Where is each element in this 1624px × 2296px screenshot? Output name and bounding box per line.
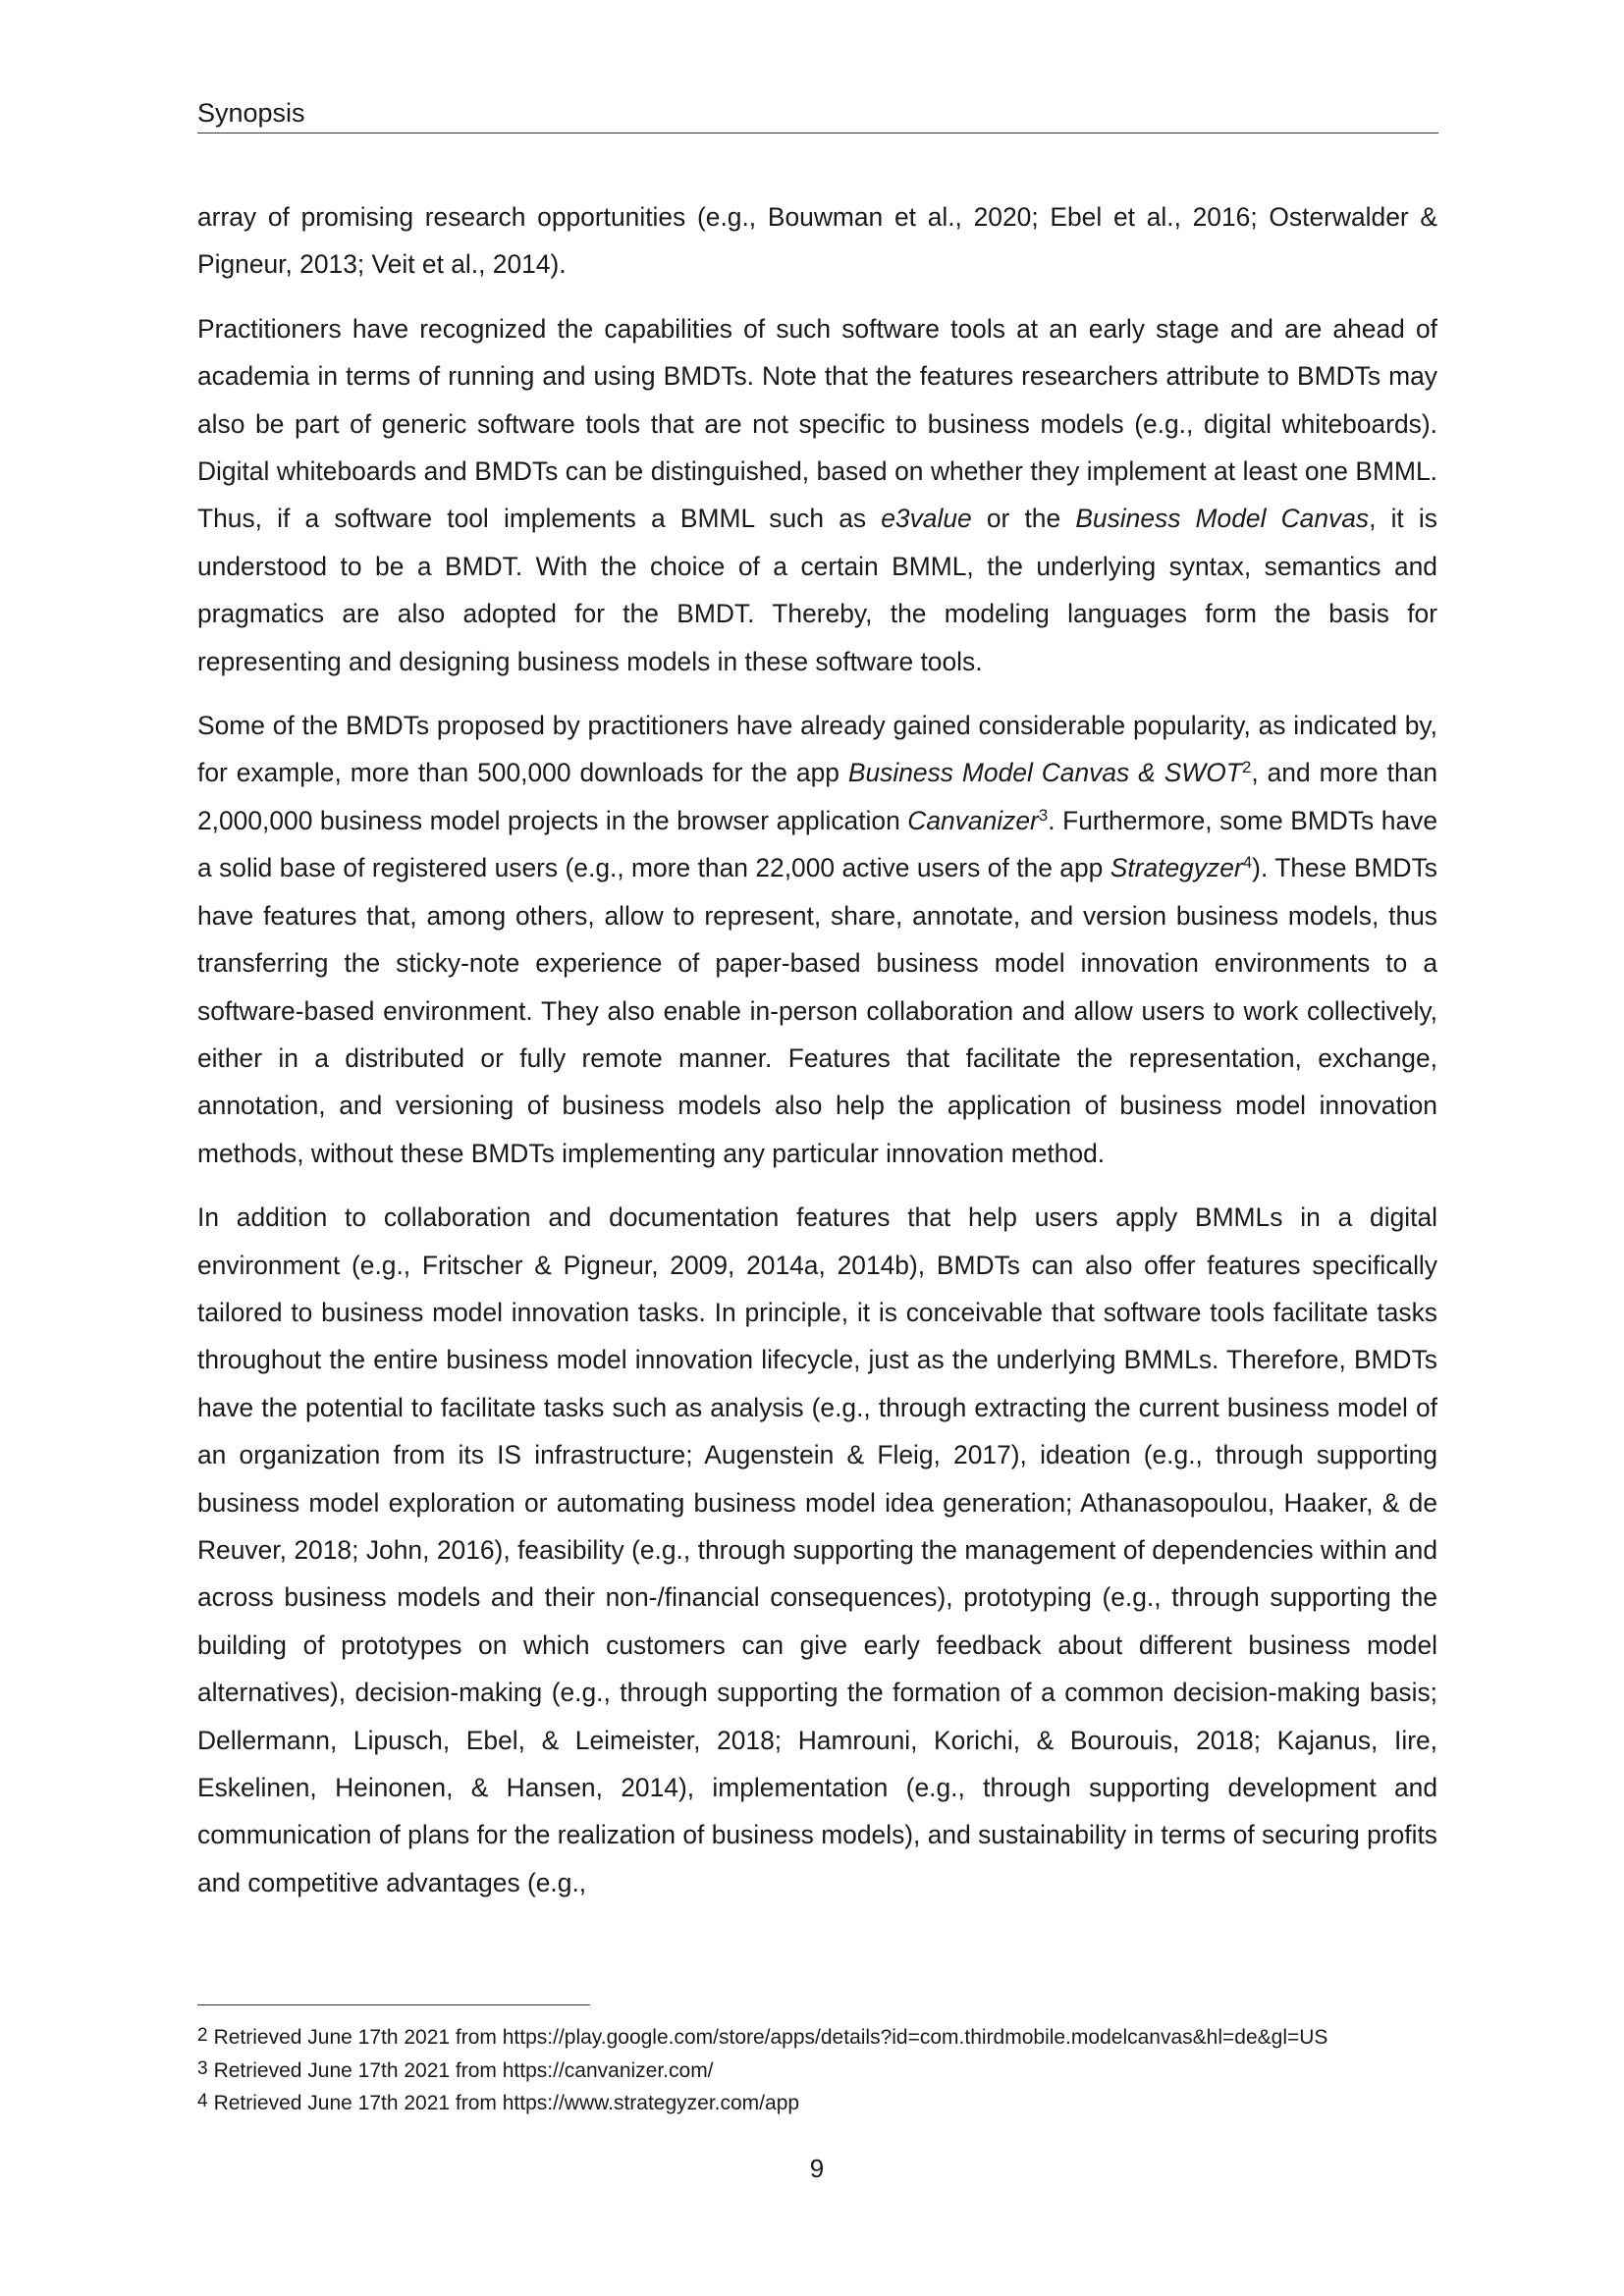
paragraph-4: In addition to collaboration and documentation features that help users apply BMMLs in a digital environment (e.g., Fritscher & Pigneur, 2009, 2014a, 2014b), BMDTs can also offer features specifically tailored to business model innovation tasks. In principle, it is conceivable that software tools facilitate tasks throughout the entire business model innovation lifecycle, just as the underlying BMMLs. Therefore, BMDTs have the potential to facilitate tasks such as analysis (e.g., through extracting the current business model of an organization from its IS infrastructure; Augenstein & Fleig, 2017), ideation (e.g., through supporting business model exploration or automating business model idea generation; Athanasopoulou, Haaker, & de Reuver, 2018; John, 2016), feasibility (e.g., through supporting the management of dependencies within and across business models and their non-/financial consequences), prototyping (e.g., through supporting the building of prototypes on which customers can give early feedback about different business model alternatives), decision-making (e.g., through supporting the formation of a common decision-making basis; Dellermann, Lipusch, Ebel, & Leimeister, 2018; Hamrouni, Korichi, & Bourouis, 2018; Kajanus, Iire, Eskelinen, Heinonen, & Hansen, 2014), implementation (e.g., through supporting development and communication of plans for the realization of business models), and sustainability in terms of securing profits and competitive advantages (e.g., bbox=[197, 1202, 1437, 1897]
paragraph-3-text-d: ). These BMDTs have features that, among others, allow to represent, share, annotate, and version business models, thus transferring the sticky-note experience of paper-based business model innovation environments to a software-based environment. They also enable in-person collaboration and allow users to work collectively, either in a distributed or fully remote manner. Features that facilitate the representation, exchange, annotation, and versioning of business models also help the application of business model innovation methods, without these BMDTs implementing any particular innovation method. bbox=[197, 853, 1437, 1168]
footnote-mark: 3 bbox=[197, 2057, 208, 2079]
footnote-ref-2: 2 bbox=[1241, 758, 1252, 777]
paragraph-2-text-a: Practitioners have recognized the capabilities of such software tools at an early stage and are ahead of academia in terms of running and using BMDTs. Note that the features researchers attribute to BMDTs may also be part of generic software tools that are not specific to business models (e.g., digital whiteboards). Digital whiteboards and BMDTs can be distinguished, based on whether they implement at least one BMML. Thus, if a software tool implements a BMML such as bbox=[197, 313, 1437, 534]
paragraph-3-text-a: Some of the BMDTs proposed by practitioners have already gained considerable popularity, as indicated by, for example, more than 500,000 downloads for the app bbox=[197, 711, 1437, 788]
paragraph-2-text-b: or the bbox=[971, 504, 1076, 534]
footnote-text: Retrieved June 17th 2021 from https://canvanizer.com/ bbox=[213, 2058, 714, 2082]
page-number: 9 bbox=[809, 2154, 825, 2183]
footnote-mark: 2 bbox=[197, 2025, 208, 2046]
body-text bbox=[197, 193, 1437, 1923]
footnote-ref-4: 4 bbox=[1242, 853, 1253, 873]
footnote-mark: 4 bbox=[197, 2091, 208, 2111]
paragraph-2-text-c: , it is understood to be a BMDT. With the choice of a certain BMML, the underlying syntax, semantics and pragmatics are also adopted for the BMDT. Thereby, the modeling languages form the basis for representing and designing business models in these software tools. bbox=[197, 504, 1437, 676]
footnote-text: Retrieved June 17th 2021 from https://play.google.com/store/apps/details?id=com.thirdmobile.modelcanvas&hl=de&gl=US bbox=[213, 2026, 1328, 2049]
footnote-3 bbox=[197, 2054, 1474, 2087]
paragraph-3 bbox=[197, 702, 1437, 1177]
paragraph-1: array of promising research opportunities (e.g., Bouwman et al., 2020; Ebel et al., 2016; Osterwalder & Pigneur, 2013; Veit et al., 2014). bbox=[197, 202, 1437, 280]
footnote-4 bbox=[197, 2086, 1474, 2119]
paragraph-2 bbox=[197, 305, 1437, 685]
footnote-ref-3: 3 bbox=[1038, 805, 1049, 825]
footnote-2 bbox=[197, 2020, 1474, 2054]
term-business-model-canvas: Business Model Canvas bbox=[1075, 504, 1370, 534]
term-canvanizer: Canvanizer bbox=[907, 805, 1039, 835]
term-e3value: e3value bbox=[881, 504, 972, 534]
term-bmc-swot-app: Business Model Canvas & SWOT bbox=[847, 758, 1242, 788]
footnotes bbox=[197, 2020, 1474, 2119]
paragraph-3-text-c: . Furthermore, some BMDTs have a solid base of registered users (e.g., more than 22,000 active users of the app bbox=[197, 805, 1437, 883]
footnote-text: Retrieved June 17th 2021 from https://www.strategyzer.com/app bbox=[213, 2092, 800, 2114]
paragraph-3-text-b: , and more than 2,000,000 business model projects in the browser application bbox=[197, 758, 1437, 835]
term-strategyzer: Strategyzer bbox=[1110, 853, 1243, 883]
footnote-separator bbox=[197, 2004, 590, 2005]
running-header: Synopsis bbox=[197, 95, 1438, 133]
